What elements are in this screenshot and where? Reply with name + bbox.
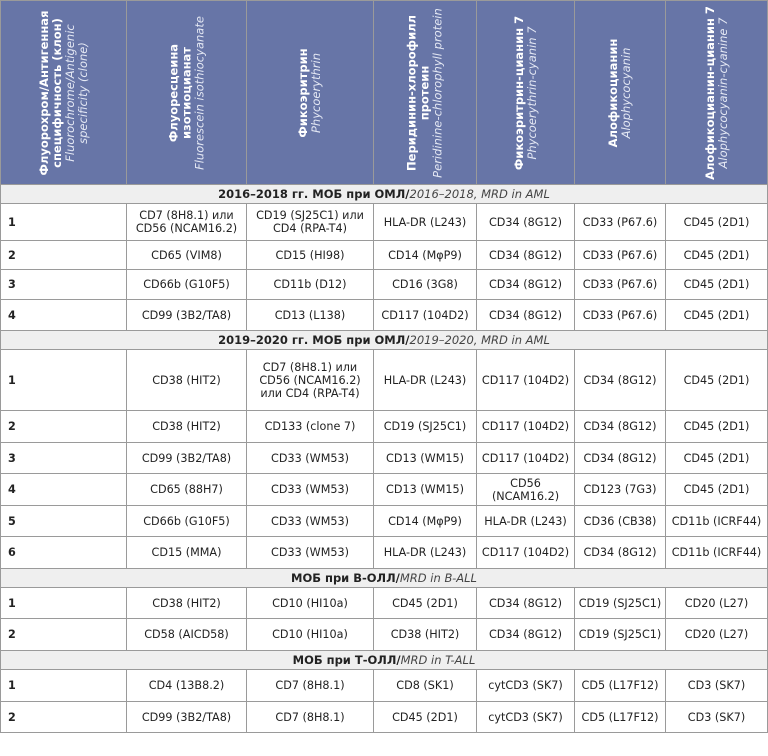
section-title-en: MRD in B-ALL bbox=[399, 571, 477, 585]
table-row bbox=[1, 474, 768, 506]
marker-cell: CD16 (3G8) bbox=[374, 270, 477, 300]
header-cell: Фикоэритрин-цианин 7 Phycoerythrin-cyanin 7 bbox=[477, 1, 575, 185]
row-number: 1 bbox=[1, 588, 127, 619]
marker-cell: CD3 (SK7) bbox=[666, 702, 768, 733]
section-title-ru: МОБ при В-ОЛЛ/ bbox=[291, 571, 400, 585]
marker-cell: CD11b (ICRF44) bbox=[666, 537, 768, 569]
marker-cell: CD45 (2D1) bbox=[666, 300, 768, 331]
marker-cell: CD3 (SK7) bbox=[666, 670, 768, 702]
marker-cell: CD56 (NCAM16.2) bbox=[477, 474, 575, 506]
marker-cell: CD34 (8G12) bbox=[477, 619, 575, 651]
table-row bbox=[1, 204, 768, 241]
row-number: 2 bbox=[1, 619, 127, 651]
table-row bbox=[1, 411, 768, 443]
header-cell: Алофикоцианин-цианин 7 Alophycocyanin-cyanine 7 bbox=[666, 1, 768, 185]
marker-cell: CD34 (8G12) bbox=[477, 300, 575, 331]
section-title-ru: 2016–2018 гг. МОБ при ОМЛ/ bbox=[218, 187, 410, 201]
marker-cell: CD45 (2D1) bbox=[666, 204, 768, 241]
marker-cell: CD38 (HIT2) bbox=[127, 588, 247, 619]
row-number: 4 bbox=[1, 300, 127, 331]
marker-cell: CD7 (8H8.1) bbox=[247, 702, 374, 733]
marker-cell: HLA-DR (L243) bbox=[477, 506, 575, 537]
row-number: 3 bbox=[1, 270, 127, 300]
header-row bbox=[1, 1, 768, 185]
section-header-row bbox=[1, 569, 768, 588]
marker-cell: CD14 (MφP9) bbox=[374, 506, 477, 537]
marker-cell: CD8 (SK1) bbox=[374, 670, 477, 702]
row-number: 3 bbox=[1, 443, 127, 474]
marker-cell: CD33 (WM53) bbox=[247, 537, 374, 569]
section-title-en: 2016–2018, MRD in AML bbox=[409, 187, 550, 201]
marker-cell: CD11b (ICRF44) bbox=[666, 506, 768, 537]
marker-cell: HLA-DR (L243) bbox=[374, 204, 477, 241]
marker-cell: CD5 (L17F12) bbox=[575, 702, 666, 733]
marker-cell: CD45 (2D1) bbox=[666, 270, 768, 300]
table-row bbox=[1, 241, 768, 270]
marker-cell: CD66b (G10F5) bbox=[127, 506, 247, 537]
marker-cell: CD34 (8G12) bbox=[575, 411, 666, 443]
row-number: 2 bbox=[1, 702, 127, 733]
section-title bbox=[1, 331, 768, 350]
marker-cell: CD99 (3B2/TA8) bbox=[127, 443, 247, 474]
row-number: 2 bbox=[1, 411, 127, 443]
section-header-row bbox=[1, 331, 768, 350]
marker-cell: CD5 (L17F12) bbox=[575, 670, 666, 702]
marker-cell: CD117 (104D2) bbox=[477, 443, 575, 474]
table-row bbox=[1, 588, 768, 619]
marker-cell: CD33 (WM53) bbox=[247, 506, 374, 537]
marker-cell: cytCD3 (SK7) bbox=[477, 670, 575, 702]
section-title-ru: МОБ при Т-ОЛЛ/ bbox=[292, 653, 401, 667]
table-row bbox=[1, 702, 768, 733]
marker-cell: CD13 (L138) bbox=[247, 300, 374, 331]
marker-cell: CD38 (HIT2) bbox=[374, 619, 477, 651]
header-cell: Перидинин-хлорофилл протеин Peridinine-chlorophyll protein bbox=[374, 1, 477, 185]
header-cell: Флуоресцеина изотиоцианат Fluorescein isothiocyanate bbox=[127, 1, 247, 185]
table-row bbox=[1, 300, 768, 331]
marker-cell: cytCD3 (SK7) bbox=[477, 702, 575, 733]
marker-cell: CD19 (SJ25C1) или CD4 (RPA-T4) bbox=[247, 204, 374, 241]
marker-cell: CD45 (2D1) bbox=[374, 702, 477, 733]
marker-cell: CD33 (P67.6) bbox=[575, 204, 666, 241]
section-title-en: 2019–2020, MRD in AML bbox=[409, 333, 550, 347]
marker-cell: CD10 (HI10a) bbox=[247, 619, 374, 651]
marker-cell: CD33 (P67.6) bbox=[575, 270, 666, 300]
marker-cell: CD45 (2D1) bbox=[666, 474, 768, 506]
marker-cell: CD34 (8G12) bbox=[477, 241, 575, 270]
row-number: 4 bbox=[1, 474, 127, 506]
row-number: 6 bbox=[1, 537, 127, 569]
row-number: 2 bbox=[1, 241, 127, 270]
marker-cell: CD13 (WM15) bbox=[374, 443, 477, 474]
marker-cell: CD66b (G10F5) bbox=[127, 270, 247, 300]
marker-cell: CD33 (WM53) bbox=[247, 474, 374, 506]
marker-cell: CD19 (SJ25C1) bbox=[575, 588, 666, 619]
table-row bbox=[1, 270, 768, 300]
marker-cell: CD45 (2D1) bbox=[374, 588, 477, 619]
section-header-row bbox=[1, 185, 768, 204]
marker-cell: CD11b (D12) bbox=[247, 270, 374, 300]
marker-cell: CD15 (HI98) bbox=[247, 241, 374, 270]
header-cell: Фикоэритрин Phycoerythrin bbox=[247, 1, 374, 185]
marker-cell: HLA-DR (L243) bbox=[374, 350, 477, 411]
marker-cell: CD19 (SJ25C1) bbox=[575, 619, 666, 651]
row-number: 1 bbox=[1, 670, 127, 702]
marker-cell: CD99 (3B2/TA8) bbox=[127, 702, 247, 733]
marker-cell: CD45 (2D1) bbox=[666, 411, 768, 443]
marker-cell: CD33 (P67.6) bbox=[575, 241, 666, 270]
marker-cell: CD45 (2D1) bbox=[666, 443, 768, 474]
section-title-en: MRD in T-ALL bbox=[400, 653, 476, 667]
marker-cell: CD38 (HIT2) bbox=[127, 411, 247, 443]
row-number: 1 bbox=[1, 204, 127, 241]
marker-cell: CD4 (13B8.2) bbox=[127, 670, 247, 702]
row-number: 5 bbox=[1, 506, 127, 537]
marker-cell: CD123 (7G3) bbox=[575, 474, 666, 506]
marker-cell: CD117 (104D2) bbox=[477, 350, 575, 411]
marker-cell: CD34 (8G12) bbox=[575, 443, 666, 474]
marker-cell: CD14 (MφP9) bbox=[374, 241, 477, 270]
marker-cell: CD15 (MMA) bbox=[127, 537, 247, 569]
marker-cell: CD38 (HIT2) bbox=[127, 350, 247, 411]
marker-cell: CD45 (2D1) bbox=[666, 350, 768, 411]
marker-cell: CD34 (8G12) bbox=[575, 537, 666, 569]
table-row bbox=[1, 537, 768, 569]
marker-cell: CD36 (CB38) bbox=[575, 506, 666, 537]
marker-cell: CD10 (HI10a) bbox=[247, 588, 374, 619]
section-title bbox=[1, 569, 768, 588]
marker-cell: HLA-DR (L243) bbox=[374, 537, 477, 569]
header-cell: Алофикоцианин Alophycocyanin bbox=[575, 1, 666, 185]
marker-cell: CD33 (P67.6) bbox=[575, 300, 666, 331]
marker-cell: CD33 (WM53) bbox=[247, 443, 374, 474]
marker-cell: CD34 (8G12) bbox=[477, 588, 575, 619]
table-row bbox=[1, 670, 768, 702]
marker-cell: CD117 (104D2) bbox=[477, 537, 575, 569]
table-row bbox=[1, 506, 768, 537]
marker-cell: CD99 (3B2/TA8) bbox=[127, 300, 247, 331]
marker-cell: CD117 (104D2) bbox=[477, 411, 575, 443]
table-body bbox=[1, 185, 768, 733]
marker-cell: CD58 (AICD58) bbox=[127, 619, 247, 651]
section-title bbox=[1, 651, 768, 670]
section-header-row bbox=[1, 651, 768, 670]
marker-cell: CD65 (VIM8) bbox=[127, 241, 247, 270]
table-row bbox=[1, 350, 768, 411]
table-row bbox=[1, 443, 768, 474]
marker-cell: CD13 (WM15) bbox=[374, 474, 477, 506]
marker-cell: CD19 (SJ25C1) bbox=[374, 411, 477, 443]
marker-cell: CD117 (104D2) bbox=[374, 300, 477, 331]
table-row bbox=[1, 619, 768, 651]
marker-cell: CD34 (8G12) bbox=[477, 204, 575, 241]
section-title-ru: 2019–2020 гг. МОБ при ОМЛ/ bbox=[218, 333, 410, 347]
header-cell: Флуорохром/Антигенная специфичность (клон) Fluorochrome/Antigenic specificity (clone) bbox=[1, 1, 127, 185]
marker-cell: CD20 (L27) bbox=[666, 588, 768, 619]
marker-cell: CD65 (88H7) bbox=[127, 474, 247, 506]
marker-cell: CD45 (2D1) bbox=[666, 241, 768, 270]
marker-cell: CD7 (8H8.1) или CD56 (NCAM16.2) bbox=[127, 204, 247, 241]
marker-cell: CD7 (8H8.1) или CD56 (NCAM16.2) или CD4 (RPA-T4) bbox=[247, 350, 374, 411]
marker-cell: CD34 (8G12) bbox=[477, 270, 575, 300]
row-number: 1 bbox=[1, 350, 127, 411]
marker-cell: CD34 (8G12) bbox=[575, 350, 666, 411]
marker-cell: CD133 (clone 7) bbox=[247, 411, 374, 443]
marker-cell: CD20 (L27) bbox=[666, 619, 768, 651]
marker-cell: CD7 (8H8.1) bbox=[247, 670, 374, 702]
section-title bbox=[1, 185, 768, 204]
